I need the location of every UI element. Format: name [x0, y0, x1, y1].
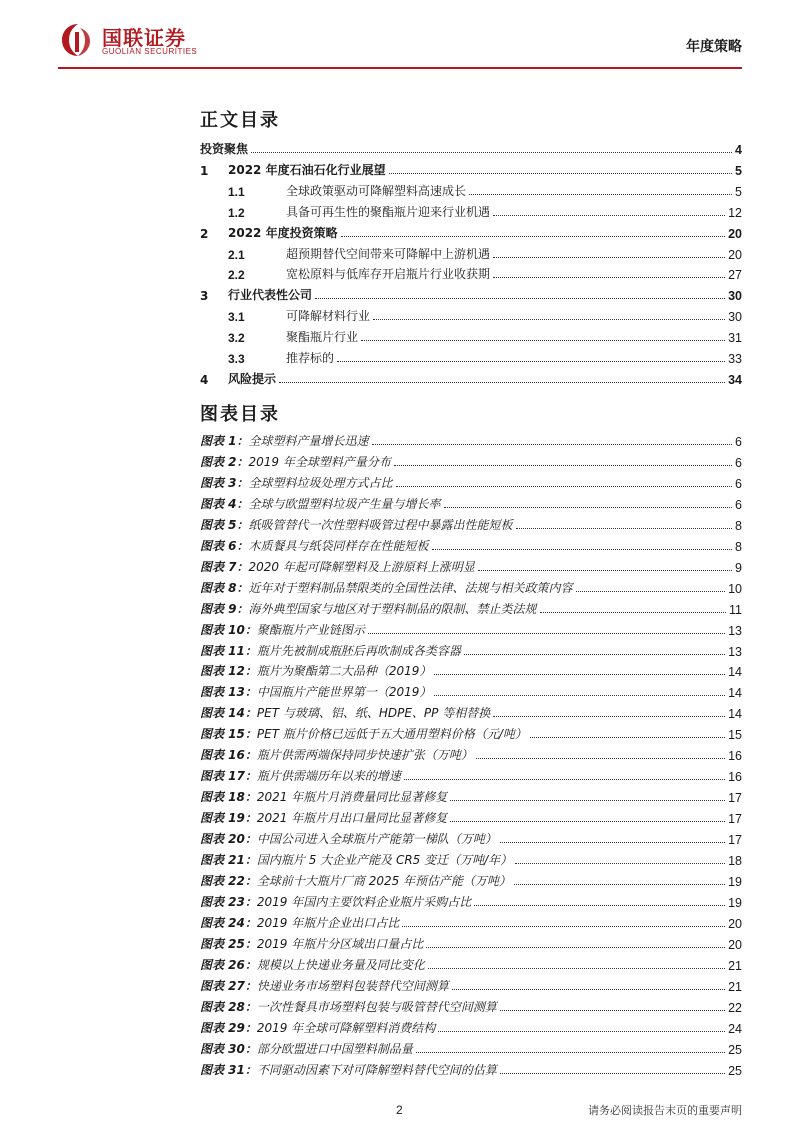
dot-leader	[279, 382, 725, 383]
toc-entry-page: 27	[728, 268, 742, 283]
dot-leader	[530, 737, 725, 738]
toc-entry[interactable]	[228, 304, 742, 324]
dot-leader	[315, 298, 725, 299]
figure-entry-page: 6	[735, 476, 742, 491]
figure-entry[interactable]	[200, 764, 742, 784]
figure-entry-title	[200, 579, 573, 596]
page-header	[0, 0, 800, 74]
figure-entry-text: 2019 年全球可降解塑料消费结构	[256, 1020, 436, 1035]
dot-leader	[432, 549, 733, 550]
dot-leader	[493, 257, 725, 258]
toc-entry-title: 行业代表性公司	[228, 288, 313, 303]
figure-entry-text: 近年对于塑料制品禁限类的全国性法律、法规与相关政策内容	[248, 580, 573, 595]
toc-entry[interactable]	[228, 200, 742, 220]
brand-name-en: GUOLIAN SECURITIES	[102, 47, 198, 56]
toc-entry-number: 4	[200, 372, 209, 387]
figure-entry-title	[200, 683, 431, 700]
toc-entry[interactable]	[200, 221, 742, 241]
toc-entry[interactable]	[228, 325, 742, 345]
figure-entry-label: 图表 13：	[200, 685, 257, 700]
toc-entry[interactable]	[228, 262, 742, 282]
toc-entry-page: 30	[728, 289, 742, 304]
dot-leader	[500, 1010, 725, 1011]
figure-entry-title	[200, 956, 425, 973]
figure-entry-title	[200, 893, 471, 910]
toc-entry-number: 3.2	[228, 331, 245, 346]
figure-entry-label: 图表 11：	[200, 643, 257, 658]
figure-entry-text: 全球塑料垃圾处理方式占比	[248, 475, 393, 490]
figure-entry-page: 15	[728, 728, 742, 743]
figure-entry-title	[200, 998, 497, 1015]
figure-entry-label: 图表 26：	[200, 957, 257, 972]
figure-entry[interactable]	[200, 492, 742, 512]
figure-entry-title	[200, 537, 429, 554]
figure-entry-text: 规模以上快递业务量及同比变化	[256, 957, 425, 972]
figure-entry-label: 图表 23：	[200, 894, 257, 909]
figure-entry-text: PET 瓶片价格已远低于五大通用塑料价格（元/吨）	[256, 727, 527, 742]
toc-entry-number: 3.3	[228, 352, 245, 366]
dot-leader	[404, 779, 725, 780]
figure-entry-page: 17	[728, 812, 742, 827]
figure-entry-page: 17	[728, 791, 742, 806]
figure-entry-title	[200, 432, 369, 449]
figure-entry-page: 6	[735, 497, 742, 512]
figure-entry-label: 图表 24：	[200, 915, 257, 930]
toc-entry-number: 1.2	[228, 205, 245, 220]
toc-entry-page: 12	[728, 205, 742, 220]
figure-entry-label: 图表 14：	[200, 706, 257, 721]
figure-entry-page: 17	[728, 833, 742, 848]
figure-entry-text: 全球塑料产量增长迅速	[248, 434, 369, 448]
toc-entry-page: 20	[728, 247, 742, 262]
dot-leader	[373, 319, 725, 320]
figure-entry[interactable]	[200, 659, 742, 679]
figure-entry-text: 全球与欧盟塑料垃圾产生量与增长率	[248, 496, 441, 511]
toc-entry[interactable]	[200, 137, 742, 157]
figure-entry-text: 2020 年起可降解塑料及上游原料上涨明显	[248, 559, 475, 574]
dot-leader	[452, 989, 725, 990]
toc-entry-number: 3	[200, 289, 209, 304]
figure-entry-label: 图表 16：	[200, 748, 257, 763]
dot-leader	[396, 486, 733, 487]
figure-entry-page: 6	[735, 435, 742, 449]
figure-entry-page: 25	[728, 1042, 742, 1057]
dot-leader	[450, 800, 725, 801]
figure-entry-text: 不同驱动因素下对可降解塑料替代空间的估算	[256, 1062, 497, 1077]
dot-leader	[416, 1052, 725, 1053]
toc-entry-title: 具备可再生性的聚酯瓶片迎来行业机遇	[286, 204, 491, 219]
figure-entry-text: 部分欧盟进口中国塑料制品量	[256, 1041, 413, 1056]
figure-entry-text: 一次性餐具市场塑料包装与吸管替代空间测算	[256, 999, 497, 1014]
dot-leader	[402, 926, 725, 927]
figure-entry-page: 24	[728, 1021, 742, 1036]
toc-entry-title: 风险提示	[228, 371, 277, 386]
figure-entry-label: 图表 19：	[200, 811, 257, 826]
figure-entry-text: 中国公司进入全球瓶片产能第一梯队（万吨）	[256, 832, 497, 847]
dot-leader	[434, 674, 725, 675]
toc-entry-number: 1.1	[228, 184, 245, 199]
figure-entry[interactable]	[200, 722, 742, 742]
figure-entry-title	[200, 830, 497, 847]
toc-entry-title: 聚酯瓶片行业	[286, 330, 359, 345]
figure-entry-text: 瓶片供需两端保持同步快速扩张（万吨）	[256, 748, 473, 763]
figure-entry[interactable]	[200, 953, 742, 973]
figure-entry[interactable]	[200, 974, 742, 994]
dot-leader	[514, 884, 725, 885]
dot-leader	[515, 863, 725, 864]
figure-entry-label: 图表 18：	[200, 790, 257, 805]
figure-entry-text: 聚酯瓶片产业链图示	[256, 622, 365, 637]
figure-entry[interactable]	[200, 890, 742, 910]
toc-entry-page: 4	[735, 143, 742, 157]
dot-leader	[500, 1073, 725, 1074]
brand-name-cn: 国联证券	[102, 26, 186, 50]
figure-entry-label: 图表 25：	[200, 936, 257, 951]
figure-entry[interactable]	[200, 555, 742, 575]
toc-entry-title: 推荐标的	[286, 351, 335, 365]
dot-leader	[372, 444, 733, 445]
figure-entry-text: 瓶片先被制成瓶胚后再吹制成各类容器	[256, 643, 461, 658]
page-number: 2	[396, 1103, 403, 1117]
dot-leader	[426, 947, 725, 948]
figure-entry-label: 图表 30：	[200, 1041, 257, 1056]
figure-entry-page: 21	[728, 958, 742, 973]
figure-entry-text: 2019 年国内主要饮料企业瓶片采购占比	[256, 894, 472, 909]
toc-entry-number: 2.2	[228, 268, 245, 283]
figure-entry-title	[200, 851, 512, 868]
figure-entry-text: 2021 年瓶片月消费量同比显著修复	[256, 790, 448, 805]
figure-entry[interactable]	[200, 806, 742, 826]
toc-entry-title: 宽松原料与低库存开启瓶片行业收获期	[286, 267, 491, 282]
figure-entry[interactable]	[200, 848, 742, 868]
dot-leader	[474, 905, 725, 906]
figure-entry-page: 20	[728, 937, 742, 952]
figure-entry-label: 图表 4：	[200, 496, 249, 511]
figure-entry[interactable]	[200, 827, 742, 847]
figure-entry[interactable]	[200, 639, 742, 659]
figure-entry-label: 图表 27：	[200, 978, 257, 993]
figure-entry-label: 图表 10：	[200, 622, 257, 637]
figure-entry-page: 9	[735, 560, 742, 575]
figure-entry-title	[200, 1061, 497, 1078]
toc-entry-title: 可降解材料行业	[286, 309, 371, 324]
figure-entry-label: 图表 9：	[200, 601, 249, 616]
figure-entry-page: 14	[728, 665, 742, 680]
figure-entry[interactable]	[200, 911, 742, 931]
guolian-logo-icon	[58, 20, 98, 60]
dot-leader	[394, 465, 732, 466]
toc-entry[interactable]	[200, 158, 742, 178]
figure-entry-page: 21	[728, 979, 742, 994]
figure-entry[interactable]	[200, 1016, 742, 1036]
figure-entry[interactable]	[200, 513, 742, 533]
dot-leader	[428, 968, 725, 969]
figure-entry-page: 19	[728, 895, 742, 910]
dot-leader	[438, 1031, 725, 1032]
footer-disclaimer: 请务必阅读报告末页的重要声明	[588, 1104, 742, 1117]
toc-entry-title: 超预期替代空间带来可降解中上游机遇	[286, 246, 491, 261]
figure-entry-label: 图表 6：	[200, 538, 249, 553]
figure-entry-title	[200, 977, 449, 994]
figure-entry-page: 25	[728, 1063, 742, 1078]
figure-entry-label: 图表 8：	[200, 580, 249, 595]
figure-entry-title	[200, 1040, 413, 1057]
figure-entry-text: 2019 年瓶片企业出口占比	[256, 915, 400, 930]
figure-entry-label: 图表 28：	[200, 999, 257, 1014]
toc-entry-page: 33	[728, 352, 742, 366]
figure-entry-text: 瓶片为聚酯第二大品种（2019）	[256, 664, 432, 679]
figure-entry-page: 16	[728, 749, 742, 764]
figure-entry-label: 图表 22：	[200, 873, 257, 888]
figure-entry[interactable]	[200, 785, 742, 805]
figure-entry-title	[200, 474, 393, 491]
toc-entry-title: 2022 年度投资策略	[228, 225, 338, 240]
figure-entry-page: 8	[735, 539, 742, 554]
figure-entry-page: 13	[728, 644, 742, 659]
dot-leader	[500, 842, 725, 843]
figure-entry-page: 6	[735, 455, 742, 470]
toc-entry[interactable]	[200, 367, 742, 387]
dot-leader	[540, 612, 726, 613]
figure-entry-title	[200, 788, 447, 805]
dot-leader	[337, 361, 725, 362]
figure-entry-label: 图表 21：	[200, 853, 257, 867]
dot-leader	[478, 570, 732, 571]
dot-leader	[361, 340, 725, 341]
figure-entry[interactable]	[200, 743, 742, 763]
figure-entry[interactable]	[200, 1037, 742, 1057]
figure-entry[interactable]	[200, 680, 742, 700]
toc-entry-page: 30	[728, 310, 742, 325]
figure-entry-label: 图表 7：	[200, 559, 249, 574]
figure-entry-label: 图表 2：	[200, 454, 249, 469]
dot-leader	[464, 654, 725, 655]
toc-entry-page: 5	[735, 184, 742, 199]
figure-entry[interactable]	[200, 701, 742, 721]
figure-entry-label: 图表 12：	[200, 664, 257, 679]
dot-leader	[516, 528, 733, 529]
figure-entry-title	[200, 1019, 435, 1036]
figure-entry-text: 海外典型国家与地区对于塑料制品的限制、禁止类法规	[248, 601, 537, 616]
figure-entry[interactable]	[200, 618, 742, 638]
dot-leader	[493, 716, 725, 717]
figure-entry-title	[200, 600, 537, 617]
figure-entry-text: 木质餐具与纸袋同样存在性能短板	[248, 538, 429, 553]
figure-entry-text: 2021 年瓶片月出口量同比显著修复	[256, 811, 448, 826]
toc-entry-title: 全球政策驱动可降解塑料高速成长	[286, 183, 467, 198]
figure-entry-title	[200, 453, 391, 470]
toc-entry-number: 1	[200, 163, 209, 178]
figure-entry[interactable]	[200, 450, 742, 470]
toc-entry-page: 34	[728, 372, 742, 387]
toc-entry-number: 2.1	[228, 247, 245, 262]
dot-leader	[251, 152, 732, 153]
figure-entry-label: 图表 15：	[200, 727, 257, 742]
figure-entry-title	[200, 621, 365, 638]
figure-entry[interactable]	[200, 869, 742, 889]
figure-entry-page: 18	[728, 854, 742, 868]
dot-leader	[450, 821, 725, 822]
figure-entry-title	[200, 767, 401, 784]
figure-entry-title	[200, 914, 399, 931]
dot-leader	[469, 194, 732, 195]
figure-entry-label: 图表 1：	[200, 434, 249, 448]
dot-leader	[434, 695, 725, 696]
figure-entry-title	[200, 642, 461, 659]
dot-leader	[389, 173, 732, 174]
figure-entry-page: 13	[728, 623, 742, 638]
figure-entry-label: 图表 31：	[200, 1062, 257, 1077]
figure-entry-text: 全球前十大瓶片厂商 2025 年预估产能（万吨）	[256, 873, 512, 888]
dot-leader	[341, 236, 726, 237]
figure-entry-page: 11	[729, 602, 742, 617]
figure-entry-text: 快递业务市场塑料包装替代空间测算	[256, 978, 449, 993]
figure-entry-page: 16	[728, 770, 742, 785]
figure-entry-text: PET 与玻璃、铝、纸、HDPE、PP 等相替换	[256, 706, 491, 721]
figures-title: 图表目录	[200, 404, 280, 425]
toc-entry[interactable]	[228, 242, 742, 262]
figure-entry-label: 图表 29：	[200, 1020, 257, 1035]
figure-entry-page: 20	[728, 916, 742, 931]
toc-entry-page: 20	[728, 226, 742, 241]
toc-entry-page: 5	[735, 163, 742, 178]
figure-entry[interactable]	[200, 597, 742, 617]
figure-entry-page: 10	[728, 581, 742, 596]
figure-entry-page: 14	[728, 686, 742, 701]
figure-entry-page: 14	[728, 707, 742, 722]
toc-entry-title: 2022 年度石油石化行业展望	[228, 162, 386, 177]
figure-entry-text: 2019 年全球塑料产量分布	[248, 454, 391, 469]
figure-entry-text: 国内瓶片 5 大企业产能及 CR5 变迁（万吨/年）	[256, 853, 513, 867]
figure-entry-title	[200, 495, 441, 512]
figure-entry-title	[200, 704, 490, 721]
report-type: 年度策略	[686, 39, 742, 55]
dot-leader	[444, 507, 733, 508]
figure-entry-label: 图表 20：	[200, 832, 257, 847]
figure-entry-page: 22	[728, 1000, 742, 1015]
figure-entry[interactable]	[200, 1058, 742, 1078]
toc-entry-number: 2	[200, 226, 209, 241]
figure-entry-title	[200, 516, 513, 533]
figure-entry[interactable]	[200, 534, 742, 554]
toc-entry[interactable]	[200, 283, 742, 303]
figure-entry-text: 纸吸管替代一次性塑料吸管过程中暴露出性能短板	[248, 517, 513, 532]
dot-leader	[576, 591, 726, 592]
figure-entry-title	[200, 935, 423, 952]
dot-leader	[493, 215, 725, 216]
figure-entry-page: 19	[728, 874, 742, 889]
figure-entry[interactable]	[200, 471, 742, 491]
toc-entry[interactable]	[228, 346, 742, 366]
dot-leader	[493, 277, 725, 278]
figure-entry-title	[200, 662, 431, 679]
toc-title: 正文目录	[200, 110, 280, 131]
toc-entry-page: 31	[728, 331, 742, 346]
dot-leader	[368, 633, 725, 634]
figure-entry-label: 图表 17：	[200, 769, 257, 784]
figure-entry[interactable]	[200, 995, 742, 1015]
toc-entry[interactable]	[228, 179, 742, 199]
figure-entry[interactable]	[200, 429, 742, 449]
figure-entry-title	[200, 725, 527, 742]
figure-entry-title	[200, 809, 447, 826]
header-divider	[58, 67, 742, 69]
toc-entry-number: 3.1	[228, 310, 245, 325]
figure-entry-text: 2019 年瓶片分区域出口量占比	[256, 936, 424, 951]
figure-entry-page: 8	[735, 518, 742, 533]
figure-entry[interactable]	[200, 932, 742, 952]
dot-leader	[476, 758, 725, 759]
toc-entry-title: 投资聚焦	[200, 142, 249, 156]
figure-entry-label: 图表 3：	[200, 475, 249, 490]
figure-entry[interactable]	[200, 576, 742, 596]
figure-entry-text: 瓶片供需端历年以来的增速	[256, 769, 401, 784]
figure-entry-text: 中国瓶片产能世界第一（2019）	[256, 685, 432, 700]
figure-entry-title	[200, 746, 473, 763]
brand-logo	[58, 20, 218, 60]
figure-entry-title	[200, 872, 511, 889]
figure-entry-label: 图表 5：	[200, 517, 249, 532]
figure-entry-title	[200, 558, 475, 575]
